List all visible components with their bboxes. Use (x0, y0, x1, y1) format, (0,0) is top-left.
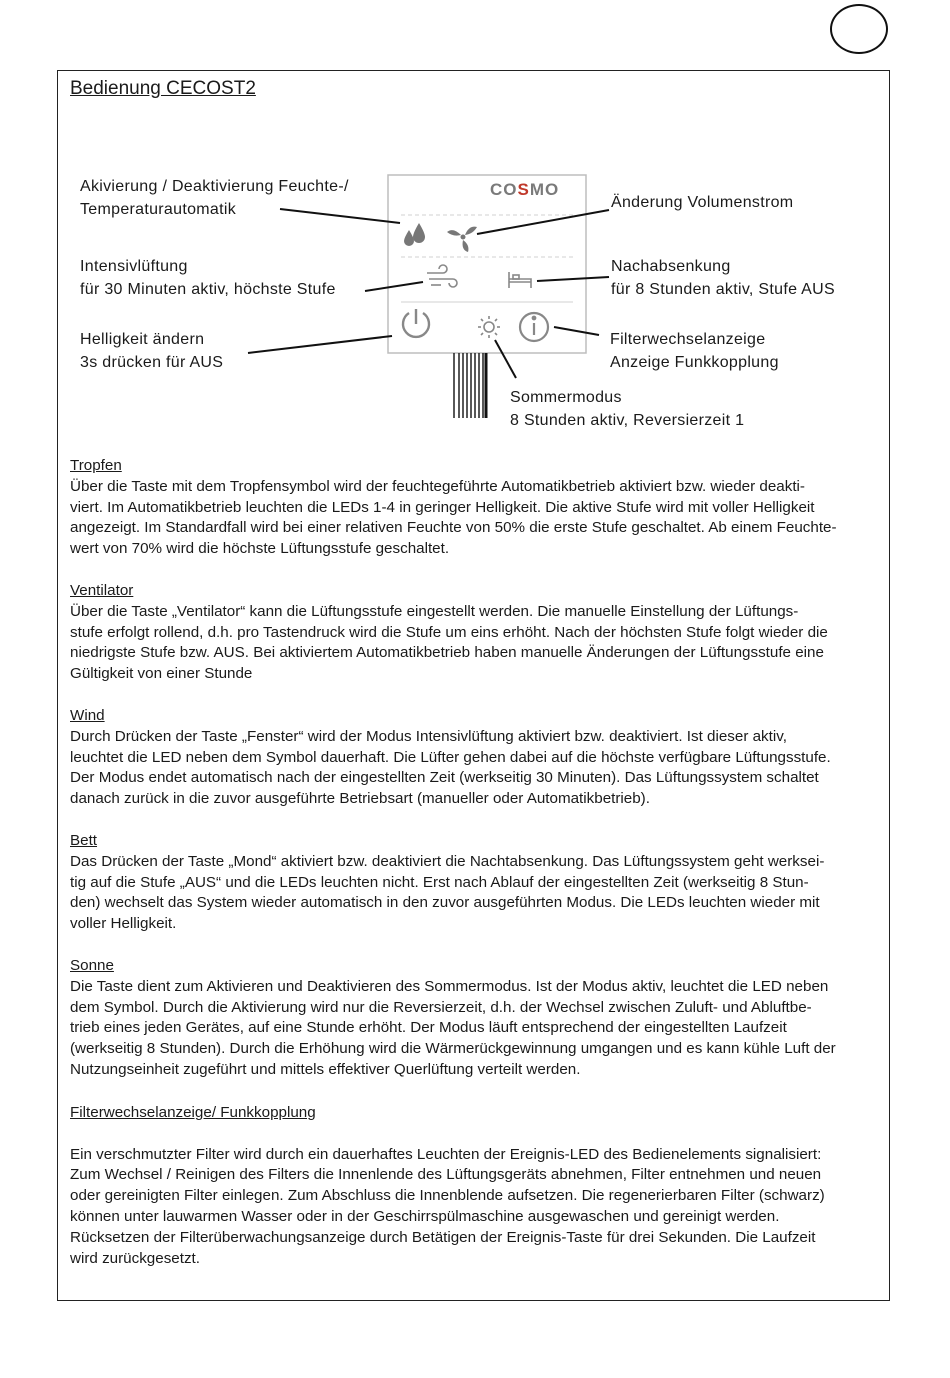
callout-volume-line1: Änderung Volumenstrom (611, 194, 794, 211)
section-bett (70, 831, 880, 935)
callout-brightness-line2: 3s drücken für AUS (80, 354, 224, 371)
callout-night-line1: Nachabsenkung (611, 258, 731, 275)
section-heading: Ventilator (70, 582, 134, 599)
callout-brightness-line1: Helligkeit ändern (80, 331, 205, 348)
section-heading: Filterwechselanzeige/ Funkkopplung (70, 1104, 316, 1121)
section-heading: Tropfen (70, 457, 122, 474)
section-line: Nutzungseinheit zugeführt und mittels effektiver Querlüftung verteilt werden. (70, 1060, 581, 1078)
section-line: Durch Drücken der Taste „Fenster“ wird der Modus Intensivlüftung aktiviert bzw. deaktiviert. Ist dieser aktiv, (70, 727, 787, 745)
section-sonne (70, 956, 880, 1081)
section-line: Zum Wechsel / Reinigen des Filters die Innenlende des Lüftungsgeräts abnehmen, Filter entnehmen und neuen (70, 1166, 822, 1184)
callout-humidity-line2: Temperaturautomatik (80, 201, 236, 218)
callout-humidity (80, 175, 349, 221)
callout-brightness (80, 328, 223, 374)
callout-volume (611, 191, 793, 214)
callout-summer-line2: 8 Stunden aktiv, Reversierzeit 1 (510, 412, 745, 429)
cable-icon (454, 353, 486, 418)
section-line: den) wechselt das System wieder automatisch in den zuvor ausgeführten Modus. Die LEDs leuchten wieder mit (70, 894, 820, 912)
page-number-circle (830, 4, 888, 54)
section-tropfen (70, 456, 880, 560)
section-line: können unter lauwarmen Wasser oder in der Geschirrspülmaschine ausgewaschen und gereinigt werden. (70, 1207, 780, 1225)
section-line: Die Taste dient zum Aktivieren und Deaktivieren des Sommermodus. Ist der Modus aktiv, leuchtet die LED neben (70, 977, 829, 995)
section-line: Der Modus endet automatisch nach der eingestellten Zeit (werkseitig 30 Minuten). Das Lüftungssystem schaltet (70, 769, 819, 787)
callout-intensive (80, 255, 336, 301)
section-line: Über die Taste mit dem Tropfensymbol wird der feuchtegeführte Automatikbetrieb aktiviert bzw. wieder deakti- (70, 477, 805, 495)
section-heading: Sonne (70, 957, 114, 974)
section-line: Über die Taste „Ventilator“ kann die Lüftungsstufe eingestellt werden. Die manuelle Einstellung der Lüftungs- (70, 602, 799, 620)
callout-filter (610, 328, 779, 374)
section-line: wert von 70% wird die höchste Lüftungsstufe geschaltet. (70, 540, 450, 558)
section-line: Gültigkeit von einer Stunde (70, 665, 253, 683)
callout-filter-line2: Anzeige Funkkopplung (610, 354, 779, 371)
section-line: niedrigste Stufe bzw. AUS. Bei aktiviertem Automatikbetrieb haben manuelle Änderungen der Lüftungsstufe eine (70, 644, 824, 662)
section-line: tig auf die Stufe „AUS“ und die LEDs leuchten nicht. Erst nach Ablauf der eingestellten Zeit (werkseitig 8 Stun- (70, 873, 809, 891)
callout-intensive-line2: für 30 Minuten aktiv, höchste Stufe (80, 281, 336, 298)
section-line: Ein verschmutzter Filter wird durch ein dauerhaftes Leuchten der Ereignis-LED des Bedienelements signalisiert: (70, 1145, 822, 1163)
callout-humidity-line1: Akivierung / Deaktivierung Feuchte-/ (80, 178, 349, 195)
control-panel-diagram (57, 160, 890, 440)
page-title: Bedienung CECOST2 (70, 78, 256, 99)
panel-outline (388, 175, 586, 353)
section-filter (70, 1103, 880, 1269)
section-line: viert. Im Automatikbetrieb leuchten die LEDs 1-4 in geringer Helligkeit. Die aktive Stufe wird mit voller Helligkeit (70, 498, 815, 516)
callout-night-line2: für 8 Stunden aktiv, Stufe AUS (611, 281, 835, 298)
section-line: danach zurück in die zuvor ausgeführte Betriebsart (manueller oder Automatikbetrieb). (70, 790, 650, 808)
callout-summer-line1: Sommermodus (510, 389, 622, 406)
section-line: angezeigt. Im Standardfall wird bei einer relativen Feuchte von 50% die erste Stufe geschaltet. Ab einem Feuchte- (70, 519, 837, 537)
section-line: oder gereinigten Filter einlegen. Zum Abschluss die Innenblende aufsetzen. Die regenerierbaren Filter (schwarz) (70, 1187, 825, 1205)
section-line: leuchtet die LED neben dem Symbol dauerhaft. Die Lüfter gehen dabei auf die höchste verfügbare Lüftungsstufe. (70, 748, 831, 766)
section-line: (werkseitig 8 Stunden). Durch die Erhöhung wird die Wärmerückgewinnung umgangen und es kann kühle Luft der (70, 1040, 836, 1058)
section-spacer (70, 1124, 880, 1145)
section-line: voller Helligkeit. (70, 915, 177, 933)
section-line: Das Drücken der Taste „Mond“ aktiviert bzw. deaktiviert die Nachtabsenkung. Das Lüftungssystem geht werksei- (70, 852, 825, 870)
section-line: wird zurückgesetzt. (70, 1249, 200, 1267)
callout-intensive-line1: Intensivlüftung (80, 258, 188, 275)
callout-summer (510, 386, 744, 432)
section-heading: Wind (70, 707, 105, 724)
section-ventilator (70, 581, 880, 685)
callout-night (611, 255, 835, 301)
section-heading: Bett (70, 832, 98, 849)
section-line: stufe erfolgt rollend, d.h. pro Tastendruck wird die Stufe um eins erhöht. Nach der höchsten Stufe folgt wieder die (70, 623, 828, 641)
section-line: dem Symbol. Durch die Aktivierung wird nur die Reversierzeit, d.h. der Wechsel zwischen Zuluft- und Abluftbe- (70, 998, 812, 1016)
section-line: Rücksetzen der Filterüberwachungsanzeige durch Betätigen der Ereignis-Taste für drei Sekunden. Die Laufzeit (70, 1228, 816, 1246)
cosmo-logo: COSMO (490, 180, 560, 199)
section-line: trieb eines jeden Gerätes, auf eine Stunde erhöht. Der Modus läuft entsprechend der eingestellten Laufzeit (70, 1019, 787, 1037)
section-wind (70, 706, 880, 810)
callout-filter-line1: Filterwechselanzeige (610, 331, 766, 348)
